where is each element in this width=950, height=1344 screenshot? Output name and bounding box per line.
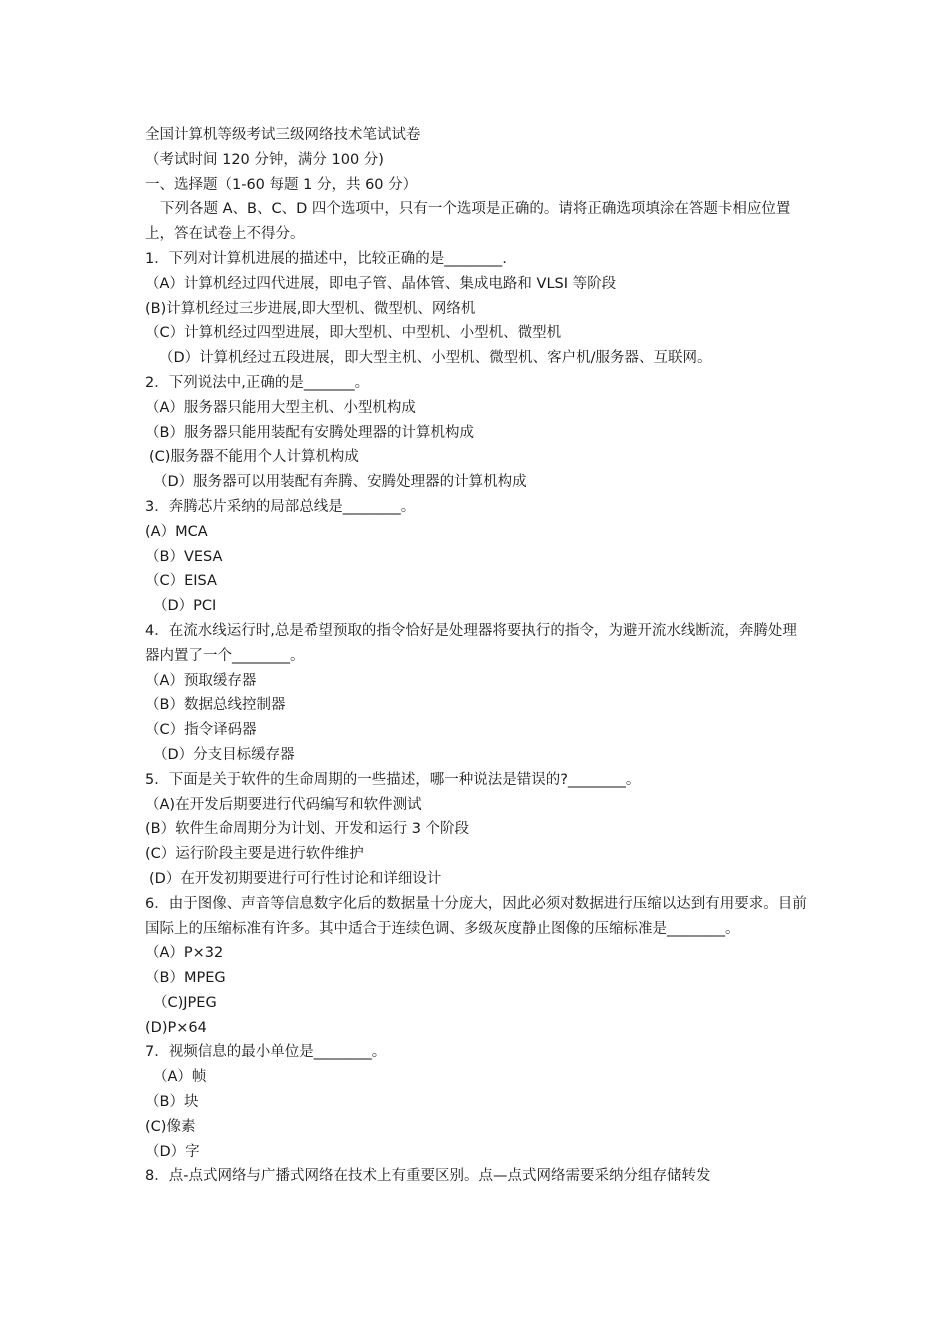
answer-option: (B）软件生命周期分为计划、开发和运行 3 个阶段 [145, 821, 470, 838]
answer-option: （D）PCI [153, 598, 217, 615]
answer-option: （B）数据总线控制器 [145, 697, 286, 714]
answer-option: （A）P×32 [145, 945, 224, 962]
question-stem: 4．在流水线运行时,总是希望预取的指令恰好是处理器将要执行的指令，为避开流水线断流，奔腾处理器内置了一个________。 [145, 622, 797, 664]
answer-option: (B)计算机经过三步进展,即大型机、微型机、网络机 [145, 300, 476, 317]
question-stem: 6．由于图像、声音等信息数字化后的数据量十分庞大，因此必须对数据进行压缩以达到有用要求。目前国际上的压缩标准有许多。其中适合于连续色调、多级灰度静止图像的压缩标准是________。 [145, 895, 807, 937]
answer-option: （C）计算机经过四型进展，即大型机、中型机、小型机、微型机 [145, 325, 562, 342]
question-stem: 2．下列说法中,正确的是_______。 [145, 374, 370, 391]
answer-option: (A）MCA [145, 523, 208, 540]
answer-option: （B）块 [145, 1094, 199, 1111]
answer-option: (C)服务器不能用个人计算机构成 [149, 449, 359, 466]
answer-option: （C)JPEG [153, 994, 217, 1011]
question-stem: 1．下列对计算机进展的描述中，比较正确的是________. [145, 250, 507, 267]
answer-option: (D)P×64 [145, 1019, 207, 1036]
answer-option: （D）分支目标缓存器 [153, 746, 295, 763]
exam-content [145, 123, 810, 1189]
answer-option: (C)像素 [145, 1118, 196, 1135]
question-stem: 8．点-点式网络与广播式网络在技术上有重要区别。点—点式网络需要采纳分组存储转发 [145, 1168, 711, 1185]
answer-option: （D）计算机经过五段进展，即大型主机、小型机、微型机、客户机/服务器、互联网。 [159, 350, 712, 367]
question-stem: 7．视频信息的最小单位是________。 [145, 1044, 387, 1061]
answer-option: （A）服务器只能用大型主机、小型机构成 [145, 399, 416, 416]
answer-option: （A）预取缓存器 [145, 672, 257, 689]
answer-option: （B）服务器只能用装配有安腾处理器的计算机构成 [145, 424, 474, 441]
exam-title: 全国计算机等级考试三级网络技术笔试试卷 [145, 127, 421, 143]
answer-option: （D）服务器可以用装配有奔腾、安腾处理器的计算机构成 [153, 474, 527, 491]
answer-option: （B）MPEG [145, 970, 226, 987]
section-heading: 一、选择题（1-60 每题 1 分，共 60 分） [145, 176, 418, 193]
answer-option: (D）在开发初期要进行可行性讨论和详细设计 [149, 870, 442, 887]
answer-option: （A）帧 [153, 1069, 207, 1086]
instructions-paragraph: 下列各题 A、B、C、D 四个选项中，只有一个选项是正确的。请将正确选项填涂在答题卡相应位置上，答在试卷上不得分。 [145, 201, 791, 243]
answer-option: （A）计算机经过四代进展，即电子管、晶体管、集成电路和 VLSI 等阶段 [145, 275, 617, 292]
answer-option: （A)在开发后期要进行代码编写和软件测试 [145, 796, 422, 813]
answer-option: （C）指令译码器 [145, 722, 257, 739]
question-stem: 3．奔腾芯片采纳的局部总线是________。 [145, 498, 416, 515]
answer-option: （D）字 [145, 1143, 200, 1160]
exam-subtitle: （考试时间 120 分钟，满分 100 分) [145, 151, 384, 168]
answer-option: （B）VESA [145, 548, 223, 565]
answer-option: （C）EISA [145, 573, 217, 590]
answer-option: (C）运行阶段主要是进行软件维护 [145, 846, 364, 863]
question-stem: 5．下面是关于软件的生命周期的一些描述，哪一种说法是错误的?________。 [145, 771, 641, 788]
